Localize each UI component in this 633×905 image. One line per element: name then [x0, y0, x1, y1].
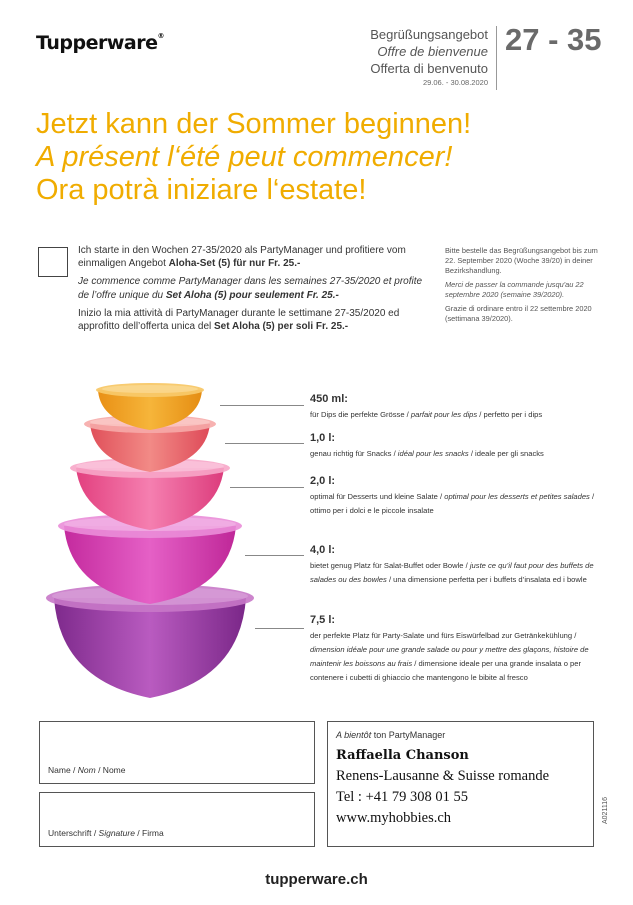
leader-line-4l: [245, 555, 304, 556]
order-note-fr: Merci de passer la commande jusqu'au 22 septembre 2020 (semaine 39/2020).: [445, 280, 584, 299]
offer-dates: 29.06. - 30.08.2020: [422, 78, 488, 87]
accept-offer-checkbox[interactable]: [38, 247, 68, 277]
title-divider: [496, 26, 497, 90]
spec-2l: 2,0 l: optimal für Desserts und kleine Salate / optimal pour les desserts et petites salades / ottimo per i dolci e le piccole insalate: [310, 474, 600, 518]
spec-size: 450 ml:: [310, 393, 348, 405]
headline-fr: A présent l‘été peut commencer!: [36, 141, 453, 173]
spec-7-5l: 7,5 l: der perfekte Platz für Party-Salate und fürs Eiswürfelbad zur Getränkekühlung / dimension idéale pour une grande salade ou pour y mettre des glaçons, histoire de maintenir les boissons au frais / dimensione ideale per una grande insalata o per contenere i cubetti di ghiaccio che mantengono le bibite al fresco: [310, 613, 600, 685]
signature-field[interactable]: [39, 792, 315, 847]
leader-line-1l: [225, 443, 304, 444]
spec-size: 2,0 l:: [310, 475, 336, 487]
headline-de: Jetzt kann der Sommer beginnen!: [36, 108, 472, 140]
contact-name: Raffaella Chanson: [336, 748, 469, 763]
leader-line-7-5l: [255, 628, 304, 629]
spec-4l: 4,0 l: bietet genug Platz für Salat-Buffet oder Bowle / juste ce qu’il faut pour des buffets de salades ou des bowles / una dimensione perfetta per i buffets d’insalata ed i bowle: [310, 543, 600, 587]
contact-phone: Tel : +41 79 308 01 55: [336, 789, 469, 805]
spec-size: 4,0 l:: [310, 544, 336, 556]
offer-title-fr: Offre de bienvenue: [377, 44, 488, 59]
headline: [36, 108, 471, 207]
offer-weeks: 27 - 35: [505, 22, 602, 57]
document-reference: A021116: [602, 797, 609, 824]
order-note-it: Grazie di ordinare entro il 22 settembre 2020 (settimana 39/2020).: [445, 304, 592, 323]
offer-title-block: [370, 26, 488, 88]
leader-line-2l: [230, 487, 304, 488]
aloha-bowl-stack-image: [40, 380, 270, 720]
intro-it: Inizio la mia attività di PartyManager durante le settimane 27-35/2020 ed approfitto dell’offerta unica del Set Aloha (5) per soli Fr. 25.-: [78, 307, 400, 333]
headline-it: Ora potrà iniziare l‘estate!: [36, 174, 367, 206]
signature-field-label: Unterschrift / Signature / Firma: [48, 828, 164, 838]
name-field-label: Name / Nom / Nome: [48, 765, 126, 775]
spec-450ml: 450 ml: für Dips die perfekte Grösse / parfait pour les dips / perfetto per i dips: [310, 392, 600, 422]
contact-intro: A bientôt ton PartyManager: [336, 730, 446, 740]
contact-region: Renens-Lausanne & Suisse romande: [336, 768, 550, 784]
intro-de: Ich starte in den Wochen 27-35/2020 als PartyManager und profitiere vom einmaligen Angebot Aloha-Set (5) für nur Fr. 25.-: [78, 245, 406, 270]
offer-title-it: Offerta di benvenuto: [370, 61, 488, 76]
name-field[interactable]: [39, 721, 315, 784]
spec-1l: 1,0 l: genau richtig für Snacks / idéal pour les snacks / ideale per gli snacks: [310, 431, 600, 461]
order-deadline-note: [445, 246, 605, 328]
footer-website: tupperware.ch: [265, 871, 368, 888]
order-note-de: Bitte bestelle das Begrüßungsangebot bis zum 22. September 2020 (Woche 39/20) in deiner Bezirkshandlung.: [445, 246, 598, 275]
spec-size: 1,0 l:: [310, 432, 336, 444]
offer-title-de: Begrüßungsangebot: [370, 27, 488, 42]
contact-website: www.myhobbies.ch: [336, 810, 452, 826]
leader-line-450ml: [220, 405, 304, 406]
spec-size: 7,5 l:: [310, 614, 336, 626]
tupperware-logo: Tupperware®: [36, 32, 164, 54]
intro-fr: Je commence comme PartyManager dans les semaines 27-35/2020 et profite de l’offre unique du Set Aloha (5) pour seulement Fr. 25.-: [78, 276, 423, 301]
partymanager-contact-box: [327, 721, 594, 847]
offer-intro: [78, 244, 428, 338]
